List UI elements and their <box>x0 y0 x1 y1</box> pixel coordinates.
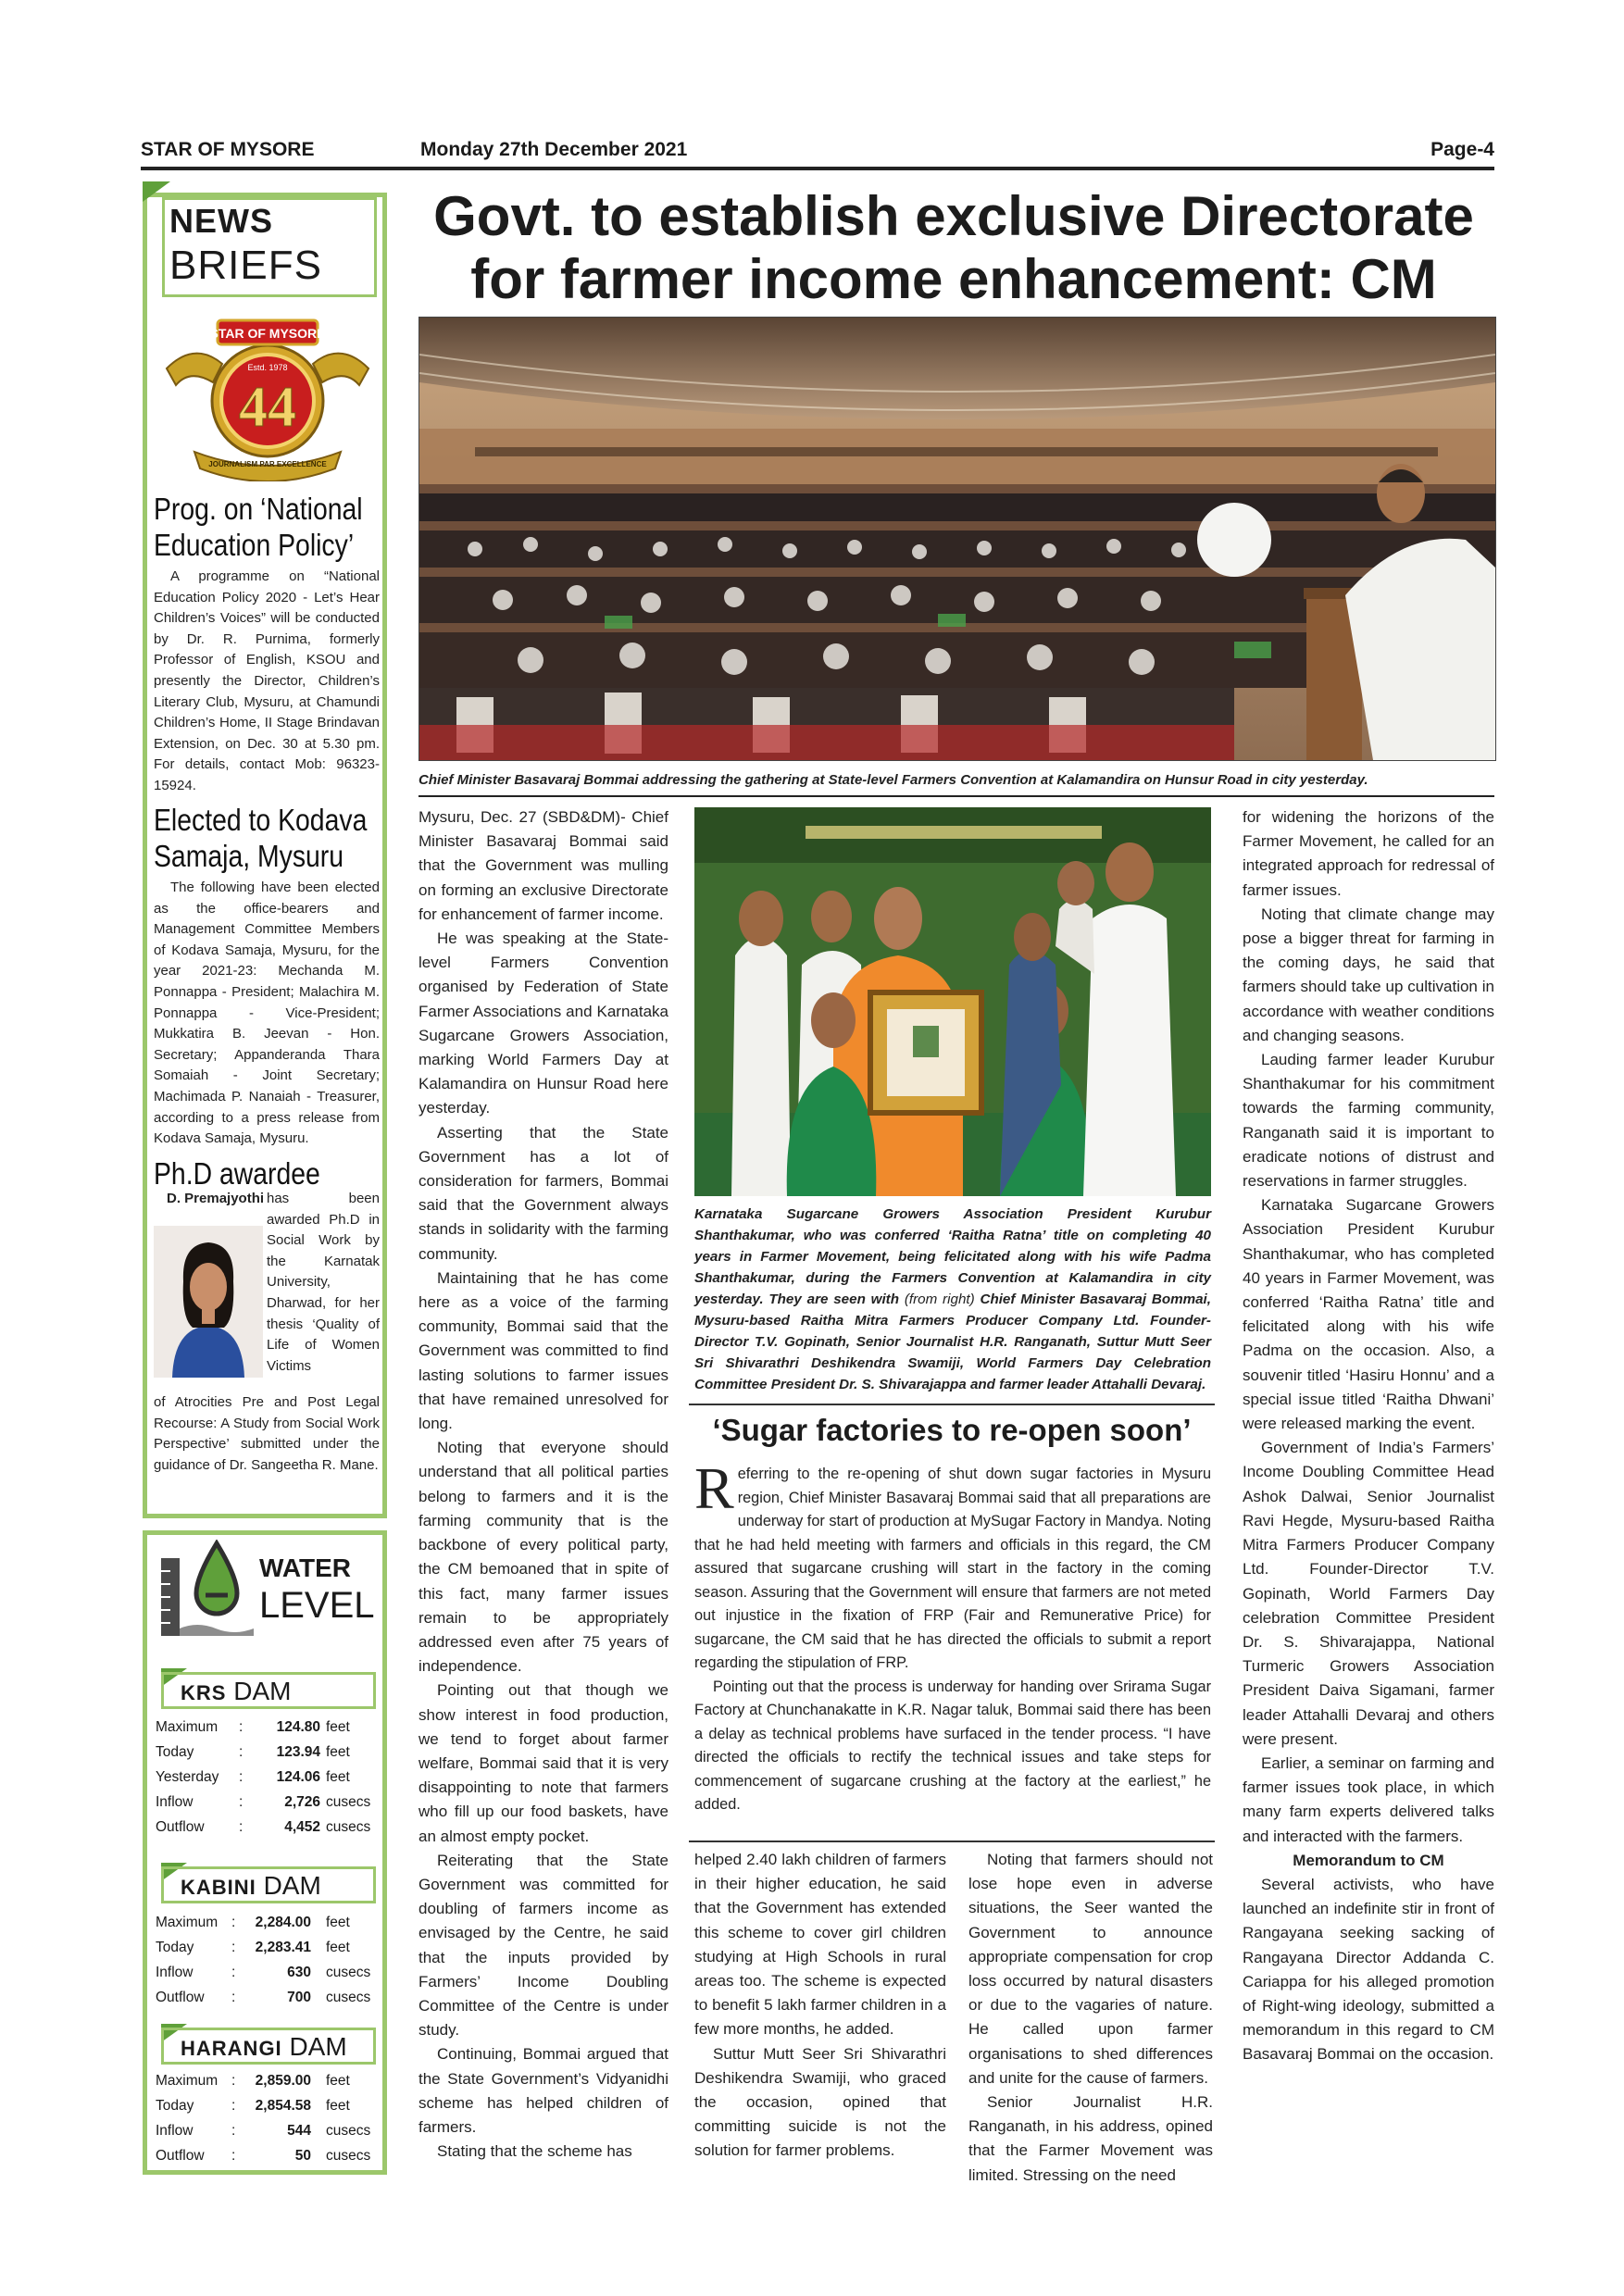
brief-heading-nep: Prog. on ‘National Education Policy’ <box>154 492 363 562</box>
water-level-title-top: WATER <box>259 1554 352 1582</box>
dam-row: Outflow : 4,452 cusecs <box>156 1819 371 1835</box>
caption-from-right: (from right) <box>904 1292 975 1307</box>
story-paragraph: Karnataka Sugarcane Growers Association President Kurubur Shanthakumar, who has completed 40 years in Farmer Movement, was conferred ‘Raitha Ratna’ title and felicitated along with his wife Padma on the occasion. Also, a souvenir titled ‘Hasiru Honnu’ and a special issue titled ‘Raitha Dhwani’ were released marking the event. <box>1243 1196 1494 1433</box>
dam-row-label: Today <box>156 1744 194 1760</box>
page-number: Page-4 <box>1430 139 1494 160</box>
story-paragraph: Stating that the scheme has <box>437 2142 632 2161</box>
anniversary-emblem-logo <box>157 313 378 481</box>
dam-row: Inflow : 544 cusecs <box>156 2123 371 2139</box>
story-paragraph: Noting that everyone should understand that all political parties belong to farmers and it is the farming community that is the backbone of every political party, the CM bemoaned that in spite of this fact, many farmer issues remain to be appropriately addressed even after 75 years of independence. <box>418 1439 668 1676</box>
awardee-photo <box>154 1226 263 1378</box>
dam-row-label: Inflow <box>156 1794 194 1810</box>
story-paragraph: Mysuru, Dec. 27 (SBD&DM)- Chief Minister Basavaraj Bommai said that the Government was mulling on forming an exclusive Directorate for enhancement of farmer income. <box>418 808 668 923</box>
caption-lead: Karnataka Sugarcane Growers Association President Kurubur Shanthakumar, who was conferred ‘Raitha Ratna’ title on completing 40 years in Farmer Movement, being felicitated along with his wife Padma Shanthakumar, during the Farmers Convention at Kalamandira in city yesterday. They are seen with <box>694 1206 1211 1307</box>
brief-heading-phd: Ph.D awardee <box>154 1156 320 1191</box>
dam-row-label: Today <box>156 1940 194 1955</box>
dam-row-value: 124.06 <box>276 1769 320 1785</box>
dam-row-unit: cusecs <box>326 2123 371 2139</box>
dam-row-value: 630 <box>287 1965 311 1980</box>
dam-row-label: Outflow <box>156 1819 205 1835</box>
dam-row-unit: feet <box>326 2073 350 2089</box>
dam-row-label: Inflow <box>156 1965 194 1980</box>
brief-text-phd-side <box>267 1189 380 1377</box>
dam-row-label: Outflow <box>156 1990 205 2005</box>
dam-heading-kabini <box>161 1866 376 1903</box>
dam-row-value: 2,284.00 <box>255 1915 311 1930</box>
header-rule <box>141 167 1494 170</box>
dam-row: Today : 2,854.58 feet <box>156 2098 350 2114</box>
dam-row: Maximum : 124.80 feet <box>156 1719 350 1735</box>
story-paragraph: Earlier, a seminar on farming and farmer issues took place, in which many farm experts delivered talks and interacted with the farmers. <box>1243 1753 1494 1845</box>
emblem-top-text: STAR OF MYSORE <box>209 326 326 341</box>
dam-name-kabini: KABINI <box>181 1876 256 1899</box>
dam-row-value: 2,859.00 <box>255 2073 311 2089</box>
dam-row: Today : 123.94 feet <box>156 1744 350 1760</box>
dam-heading-krs <box>161 1672 376 1709</box>
story-paragraph: Several activists, who have launched an indefinite stir in front of Rangayana seeking sacking of Rangayana Director Addanda C. Cariappa for his alleged promotion of Right-wing ideology, submitted a memorandum in this regard to CM Basavaraj Bommai on the occasion. <box>1243 1875 1494 2064</box>
story-paragraph: helped 2.40 lakh children of farmers in their higher education, he said that the Government has extended this scheme to cover girl children studying at High Schools in rural areas too. The scheme is expected to benefit 5 lakh farmer children in a few more months, he added. <box>694 1851 946 2039</box>
dam-row-value: 700 <box>287 1990 311 2005</box>
dam-row-value: 544 <box>287 2123 311 2139</box>
dam-suffix: DAM <box>263 1871 321 1900</box>
dam-row-value: 124.80 <box>276 1719 320 1735</box>
water-gauge-icon <box>156 1540 257 1641</box>
dam-row-label: Today <box>156 2098 194 2114</box>
story-paragraph: He was speaking at the State-level Farmers Convention organised by Federation of State Farmer Associations and Karnataka Sugarcane Growers Association, marking World Farmers Day at Kalamandira on Hunsur Road here yesterday. <box>418 930 668 1117</box>
dam-row: Outflow : 700 cusecs <box>156 1990 371 2005</box>
dam-row-unit: feet <box>326 1915 350 1930</box>
drop-cap: R <box>694 1455 734 1521</box>
story-paragraph: Suttur Mutt Seer Sri Shivarathri Deshikendra Swamiji, who graced the occasion, opined that committing suicide is not the solution for farmer problems. <box>694 2044 946 2160</box>
dam-name-harangi: HARANGI <box>181 2037 282 2060</box>
main-headline <box>413 185 1494 311</box>
dam-row-label: Yesterday <box>156 1769 219 1785</box>
dam-row-value: 123.94 <box>276 1744 320 1760</box>
story-paragraph: Lauding farmer leader Kurubur Shanthakumar for his commitment towards the farming community, Ranganath said it is important to eradicate notions of distrust and reservations in farmer struggles. <box>1243 1051 1494 1191</box>
dam-row-label: Outflow <box>156 2148 205 2164</box>
sugar-paragraph-2: Pointing out that the process is underway for handing over Srirama Sugar Factory at Chunchanakatte in K.R. Nagar taluk, Bommai said there has been a delay as technical problems have surfaced in the tender process. “I have directed the officials to rectify the technical issues and take steps for commencement of sugarcane crushing at the factory at the earliest,” he added. <box>694 1678 1211 1813</box>
story-paragraph: Pointing out that though we show interest in food production, we tend to forget about farmer welfare, Bommai said that it is very disappointing to note that farmers who fill up our food baskets, have an almost empty pocket. <box>418 1681 668 1845</box>
issue-date: Monday 27th December 2021 <box>420 139 688 160</box>
dam-row-unit: feet <box>326 1744 350 1760</box>
dam-row-value: 4,452 <box>284 1819 320 1835</box>
sugar-box-text <box>694 1455 1211 1817</box>
dam-row: Outflow : 50 cusecs <box>156 2148 371 2164</box>
story-paragraph: Reiterating that the State Government was committed for doubling of farmers income as envisaged by the Centre, he said that the inputs provided by Farmers’ Income Doubling Committee of the Centre is under study. <box>418 1851 668 2040</box>
dam-row: Inflow : 2,726 cusecs <box>156 1794 371 1810</box>
emblem-ribbon-text: JOURNALISM PAR EXCELLENCE <box>208 460 327 468</box>
dam-row: Inflow : 630 cusecs <box>156 1965 371 1980</box>
story-paragraph: Asserting that the State Government has a lot of consideration for farmers, Bommai said that the Government always stands in solidarity with the farming community. <box>418 1123 668 1263</box>
caption-rest: Chief Minister Basavaraj Bommai, Mysuru-based Raitha Mitra Farmers Producer Company Ltd. Founder-Director T.V. Gopinath, Senior Journalist H.R. Ranganath, Suttur Mutt Seer Sri Shivarathri Deshikendra Swamiji, World Farmers Day Celebration Committee President Dr. S. Shivarajappa and farmer leader Attahalli Devaraj. <box>694 1292 1211 1392</box>
story-paragraph: Maintaining that he has come here as a voice of the farming community, Bommai said that the Government was committed to find lasting solutions to farmer issues that have remained unresolved for long. <box>418 1268 668 1433</box>
memo-subheading: Memorandum to CM <box>1293 1851 1444 1869</box>
dam-row-label: Maximum <box>156 1915 219 1930</box>
brief-text-nep: A programme on “National Education Policy 2020 - Let’s Hear Children’s Voices” will be conducted by Dr. R. Purnima, formerly Professor of English, KSOU and presently the Director, Children’s Literary Club, Mysuru, at Chamundi Children’s Home, II Stage Brindavan Extension, on Dec. 30 at 5.30 pm. For details, contact Mob: 96323-15924. <box>154 568 380 793</box>
dam-name-krs: KRS <box>181 1681 227 1704</box>
phd-awardee-name: D. Premajyothi <box>167 1191 265 1206</box>
felicitation-photo-caption <box>694 1204 1211 1395</box>
brief-text-phd-rest: of Atrocities Pre and Post Legal Recourse: A Study from Social Work Perspective’ submitted under the guidance of Dr. Sangeetha R. Mane. <box>154 1394 380 1473</box>
brief-heading-kodava: Elected to Kodava Samaja, Mysuru <box>154 803 368 873</box>
dam-row: Today : 2,283.41 feet <box>156 1940 350 1955</box>
dam-suffix: DAM <box>233 1677 292 1705</box>
dam-row-unit: cusecs <box>326 1819 371 1835</box>
dam-row-unit: cusecs <box>326 1965 371 1980</box>
dam-row-label: Maximum <box>156 1719 219 1735</box>
story-column-1 <box>418 805 668 2164</box>
story-column-4 <box>1243 805 1494 2067</box>
dam-row-value: 2,854.58 <box>255 2098 311 2114</box>
dam-row-unit: feet <box>326 1769 350 1785</box>
story-paragraph: Senior Journalist H.R. Ranganath, in his address, opined that the Farmer Movement was limited. Stressing on the need <box>968 2093 1213 2184</box>
story-column-3 <box>968 1848 1213 2188</box>
headline-line-2: for farmer income enhancement: CM <box>470 248 1437 310</box>
dam-row: Maximum : 2,284.00 feet <box>156 1915 350 1930</box>
dam-row-value: 2,283.41 <box>255 1940 311 1955</box>
dam-row: Yesterday : 124.06 feet <box>156 1769 350 1785</box>
story-paragraph: Noting that climate change may pose a bigger threat for farming in the coming days, he said that farmers should take up cultivation in accordance with weather conditions and changing seasons. <box>1243 905 1494 1044</box>
dam-row-unit: cusecs <box>326 2148 371 2164</box>
dam-row-unit: cusecs <box>326 1990 371 2005</box>
dam-row-unit: feet <box>326 1940 350 1955</box>
dam-row-label: Maximum <box>156 2073 219 2089</box>
story-column-2 <box>694 1848 946 2164</box>
dam-row: Maximum : 2,859.00 feet <box>156 2073 350 2089</box>
news-briefs-title-top: NEWS <box>169 202 273 240</box>
dam-row-unit: feet <box>326 2098 350 2114</box>
story-paragraph: Continuing, Bommai argued that the State Government’s Vidyanidhi scheme has helped children of farmers. <box>418 2045 668 2136</box>
brief-text-phd-side-text: has been awarded Ph.D in Social Work by the Karnatak University, Dharwad, for her thesis ‘Quality of Life of Women Victims <box>267 1191 380 1374</box>
main-photo-caption: Chief Minister Basavaraj Bommai addressing the gathering at State-level Farmers Convention at Kalamandira on Hunsur Road in city yesterday. <box>418 772 1368 788</box>
felicitation-photo <box>694 807 1211 1196</box>
dam-suffix: DAM <box>289 2032 347 2061</box>
main-photo-auditorium <box>418 317 1496 761</box>
emblem-estd-text: Estd. 1978 <box>247 363 288 372</box>
story-paragraph: Government of India’s Farmers’ Income Doubling Committee Head Ashok Dalwai, Senior Journalist Ravi Hegde, Mysuru-based Raitha Mitra Farmers Producer Company Ltd. Founder-Director T.V. Gopinath, World Farmers Day celebration Committee President Dr. S. Shivarajappa, National Turmeric Growers Association President Daiva Sigamani, farmer leader Attahalli Devaraj and others were present. <box>1243 1439 1494 1748</box>
dam-row-value: 50 <box>294 2148 311 2164</box>
story-paragraph: for widening the horizons of the Farmer Movement, he called for an integrated approach for redressal of farmer issues. <box>1243 808 1494 899</box>
dam-row-unit: cusecs <box>326 1794 371 1810</box>
dam-heading-harangi <box>161 2028 376 2065</box>
news-briefs-title-bottom: BRIEFS <box>169 243 322 288</box>
brief-text-kodava: The following have been elected as the office-bearers and Management Committee Members of Kodava Samaja, Mysuru, for the year 2021-23: Mechanda M. Ponnappa - President; Malachira M. Ponnappa - Vice-President; Mukkatira B. Jeevan - Hon. Secretary; Appanderanda Thara Somaiah - Joint Secretary; Machimada P. Nanaiah - Treasurer, according to a press release from Kodava Samaja, Mysuru. <box>154 880 380 1147</box>
dam-row-label: Inflow <box>156 2123 194 2139</box>
dam-row-unit: feet <box>326 1719 350 1735</box>
sugar-box-heading: ‘Sugar factories to re-open soon’ <box>712 1413 1192 1447</box>
caption-rule <box>418 795 1494 797</box>
headline-line-1: Govt. to establish exclusive Directorate <box>433 185 1474 247</box>
story-paragraph: Noting that farmers should not lose hope even in adverse situations, the Seer wanted the Government to announce appropriate compensation for crop loss occurred by natural disasters or due to the vagaries of nature. He called upon farmer organisations to shed differences and unite for the cause of farmers. <box>968 1851 1213 2087</box>
emblem-number: 44 <box>239 376 296 439</box>
box-rule-top <box>689 1404 1215 1405</box>
dam-row-value: 2,726 <box>284 1794 320 1810</box>
page-header <box>141 139 1494 163</box>
sugar-paragraph-1: eferring to the re-opening of shut down sugar factories in Mysuru region, Chief Minister Basavaraj Bommai said that all preparations are underway for start of production at MySugar Factory in Mandya. Noting that he had held meeting with farmers and officials in this regard, the CM assured that sugarcane crushing will start in the factory in the coming season. Assuring that the Government will ensure that farmers are not meted out injustice in the fixation of FRP (Fair and Remunerative Price) for sugarcane, the CM said that he has directed the officials to submit a report regarding the stipulation of FRP. <box>694 1466 1211 1671</box>
water-level-title-bottom: LEVEL <box>259 1585 375 1626</box>
box-rule-bottom <box>689 1841 1215 1842</box>
paper-name: STAR OF MYSORE <box>141 139 315 160</box>
